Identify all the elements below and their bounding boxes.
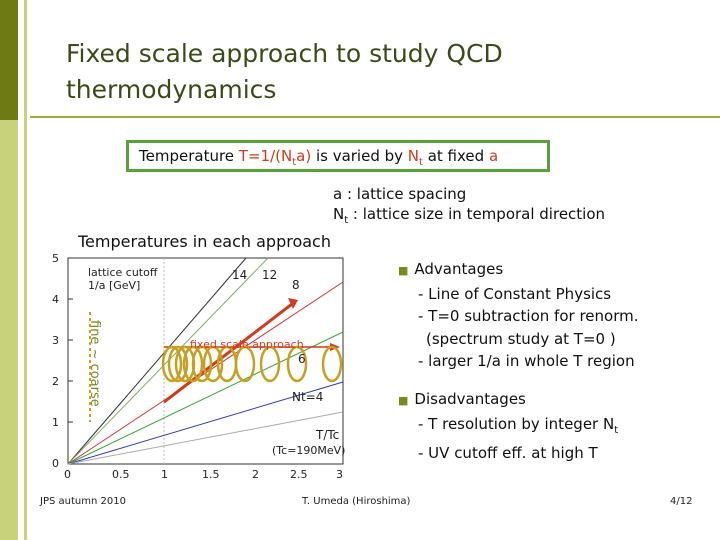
nt-label-6: 6 — [298, 352, 306, 366]
tc-value: (Tc=190MeV) — [272, 444, 346, 457]
x-tick-3: 3 — [336, 468, 343, 481]
temperature-chart — [52, 252, 360, 482]
y-tick-3: 3 — [52, 334, 59, 347]
title-line-2: thermodynamics — [66, 75, 277, 104]
def-nt: $N_t$ : lattice size in temporal direction — [333, 205, 606, 226]
bullet-icon: ■ — [398, 264, 409, 277]
footer-left: JPS autumn 2010 — [40, 496, 126, 507]
fixed-scale-label: fixed scale approach — [190, 338, 304, 351]
x-tick-2-5: 2.5 — [290, 468, 308, 481]
advantage-item: - larger 1/a in whole T region — [418, 352, 635, 370]
page-number: 4/12 — [670, 496, 693, 507]
footer-center: T. Umeda (Hiroshima) — [302, 496, 411, 507]
temperature-definition-box: Temperature $T=1/(N_ta)$ is varied by $N_t$ at fixed a — [126, 140, 550, 172]
title-line-1: Fixed scale approach to study QCD — [66, 39, 503, 68]
lattice-cutoff-label: lattice cutoff — [88, 266, 158, 279]
nt-label-12: 12 — [262, 268, 278, 282]
advantage-item: - Line of Constant Physics — [418, 284, 612, 303]
temperature-formula: $T=1/(N_ta)$ — [238, 147, 312, 168]
nt-label-14: 14 — [232, 268, 248, 282]
advantages-heading: Advantages — [414, 260, 504, 278]
nt-label-8: 8 — [292, 278, 300, 292]
sidebar-light-band — [0, 120, 18, 540]
nt-label-4: Nt=4 — [292, 390, 324, 404]
x-tick-2: 2 — [252, 468, 259, 481]
advantage-item: - T=0 subtraction for renorm. — [418, 307, 639, 325]
fixed-scale-circles — [163, 347, 341, 381]
y-tick-0: 0 — [52, 457, 59, 470]
sidebar-stripe — [24, 0, 27, 540]
y-tick-4: 4 — [52, 293, 59, 306]
advantages-block — [398, 258, 638, 373]
definitions — [333, 184, 605, 231]
advantage-item: (spectrum study at T=0 ) — [426, 329, 616, 348]
lattice-cutoff-unit: 1/a [GeV] — [88, 279, 141, 292]
y-tick-5: 5 — [52, 252, 59, 265]
temps-heading: Temperatures in each approach — [78, 232, 331, 251]
disadvantage-item: - T resolution by integer $N_t$ — [418, 414, 619, 436]
y-ticks — [68, 299, 73, 422]
y-tick-2: 2 — [52, 375, 59, 388]
fine-coarse-label: fine ~ coarse — [87, 320, 102, 407]
sidebar-dark-band — [0, 0, 18, 120]
slide-title — [66, 36, 626, 108]
y-tick-1: 1 — [52, 416, 59, 429]
disadvantage-item: - UV cutoff eff. at high T — [418, 444, 598, 462]
tc-label: T/Tc — [316, 428, 340, 442]
x-tick-0-5: 0.5 — [112, 468, 130, 481]
bullet-icon: ■ — [398, 394, 409, 407]
title-divider — [30, 116, 720, 118]
x-tick-0: 0 — [64, 468, 71, 481]
disadvantages-heading: Disadvantages — [414, 390, 526, 408]
disadvantages-block — [398, 388, 618, 465]
x-tick-1: 1 — [161, 468, 168, 481]
x-tick-1-5: 1.5 — [202, 468, 220, 481]
def-a: a : lattice spacing — [333, 185, 467, 203]
